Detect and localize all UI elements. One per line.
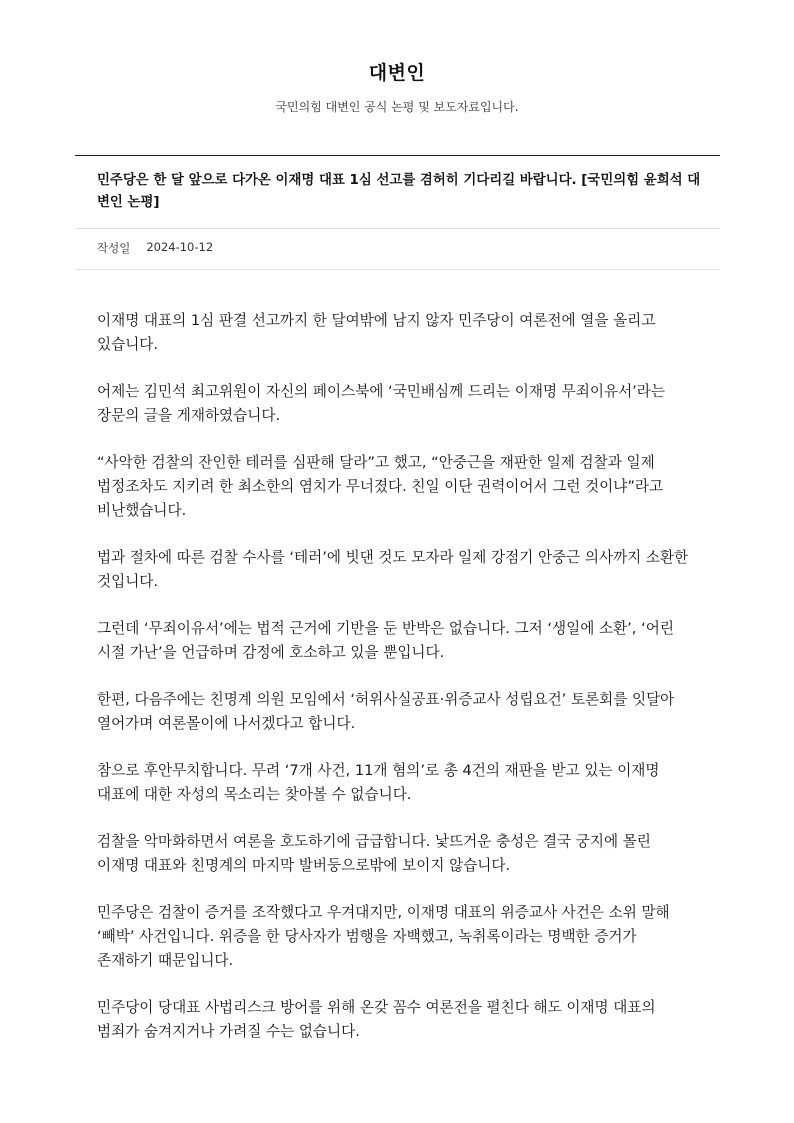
date-value: 2024-10-12 <box>146 240 214 254</box>
header-divider <box>75 155 720 156</box>
article-body <box>97 309 697 1067</box>
article-paragraph: 검찰을 악마화하면서 여론을 호도하기에 급급합니다. 낯뜨거운 충성은 결국 궁지에 몰린 이재명 대표와 친명계의 마지막 발버둥으로밖에 보이지 않습니다. <box>97 833 651 874</box>
article-paragraph: 민주당이 당대표 사법리스크 방어를 위해 온갖 꼼수 여론전을 펼친다 해도 이재명 대표의 범죄가 숨겨지거나 가려질 수는 없습니다. <box>97 999 656 1040</box>
article-paragraph: “사악한 검찰의 잔인한 테러를 심판해 달라”고 했고, “안중근을 재판한 일제 검찰과 일제 법정조차도 지키려 한 최소한의 염치가 무너졌다. 친일 이단 권력이어서 그런 것이냐”라고 비난했습니다. <box>97 454 664 519</box>
article-paragraph: 참으로 후안무치합니다. 무려 ‘7개 사건, 11개 혐의’로 총 4건의 재판을 받고 있는 이재명 대표에 대한 자성의 목소리는 찾아볼 수 없습니다. <box>97 762 660 803</box>
article-title: 민주당은 한 달 앞으로 다가온 이재명 대표 1심 선고를 겸허히 기다리길 바랍니다. [국민의힘 윤희석 대변인 논평] <box>97 173 701 210</box>
article-paragraph: 민주당은 검찰이 증거를 조작했다고 우겨대지만, 이재명 대표의 위증교사 사건은 소위 말해 ‘빼박’ 사건입니다. 위증을 한 당사자가 범행을 자백했고, 녹취록이라는 명백한 증거가 존재하기 때문입니다. <box>97 904 670 969</box>
article-paragraph: 어제는 김민석 최고위원이 자신의 페이스북에 ‘국민배심께 드리는 이재명 무죄이유서’라는 장문의 글을 게재하였습니다. <box>97 383 666 424</box>
article-paragraph: 법과 절차에 따른 검찰 수사를 ‘테러’에 빗댄 것도 모자라 일제 강점기 안중근 의사까지 소환한 것입니다. <box>97 549 689 590</box>
date-label: 작성일 <box>97 241 131 255</box>
site-subtitle: 국민의힘 대변인 공식 논평 및 보도자료입니다. <box>275 100 519 114</box>
meta-divider <box>75 269 720 270</box>
article-meta <box>97 240 213 256</box>
site-title: 대변인 <box>368 62 426 84</box>
article-paragraph: 그런데 ‘무죄이유서’에는 법적 근거에 기반을 둔 반박은 없습니다. 그저 ‘생일에 소환’, ‘어린 시절 가난’을 언급하며 감정에 호소하고 있을 뿐입니다. <box>97 620 674 661</box>
article-paragraph: 이재명 대표의 1심 판결 선고까지 한 달여밖에 남지 않자 민주당이 여론전에 열을 올리고 있습니다. <box>97 312 656 353</box>
title-divider <box>75 228 720 229</box>
article-paragraph: 한편, 다음주에는 친명계 의원 모임에서 ‘허위사실공표·위증교사 성립요건’ 토론회를 잇달아 열어가며 여론몰이에 나서겠다고 합니다. <box>97 691 675 732</box>
